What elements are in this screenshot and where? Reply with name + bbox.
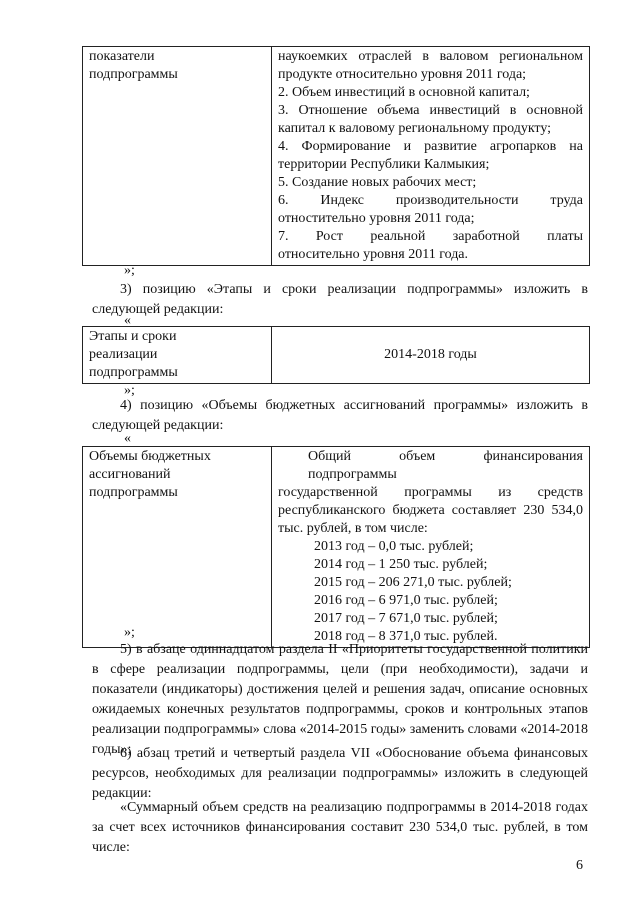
paragraph-summary: «Суммарный объем средств на реализацию подпрограммы в 2014-2018 годах за счет всех источников финансирования составит 230 534,0 тыс. рублей, в том числе:: [92, 800, 588, 855]
table-text-line: 6. Индекс производительности труда: [278, 193, 583, 208]
budget-content-cell: [272, 447, 590, 648]
year-funding-line: 2015 год – 206 271,0 тыс. рублей;: [314, 575, 512, 590]
paragraph-item-4: 4) позицию «Объемы бюджетных ассигнований программы» изложить в следующей редакции:: [92, 398, 588, 433]
table-label-line: показатели: [89, 49, 155, 64]
stages-value-cell: 2014-2018 годы: [272, 327, 590, 384]
paragraph-item-6: 6) абзац третий и четвертый раздела VII «Обоснование объема финансовых ресурсов, необходимых для реализации подпрограммы» изложить в следующей редакции:: [92, 746, 588, 801]
opening-quote: «: [124, 431, 131, 446]
table-text-line: относительно уровня 2011 года.: [278, 247, 469, 262]
table-text-line: тыс. рублей, в том числе:: [278, 521, 428, 536]
indicators-label-cell: [83, 47, 272, 266]
table-text-line: 5. Создание новых рабочих мест;: [278, 175, 477, 190]
closing-quote: »;: [124, 383, 135, 398]
table-label-line: реализации: [89, 347, 158, 362]
year-funding-line: 2013 год – 0,0 тыс. рублей;: [314, 539, 474, 554]
year-funding-line: 2017 год – 7 671,0 тыс. рублей;: [314, 611, 498, 626]
indicators-content-cell: [272, 47, 590, 266]
budget-label-cell: [83, 447, 272, 648]
year-funding-line: 2014 год – 1 250 тыс. рублей;: [314, 557, 488, 572]
table-text-line: Общий объем финансирования подпрограммы: [308, 449, 583, 482]
budget-table: [82, 446, 590, 648]
indicators-table: [82, 46, 590, 266]
closing-quote: »;: [124, 625, 135, 640]
table-text-line: наукоемких отраслей в валовом региональном: [278, 49, 583, 64]
table-text-line: 2. Объем инвестиций в основной капитал;: [278, 85, 530, 100]
table-label-line: подпрограммы: [89, 67, 178, 82]
table-label-line: Объемы бюджетных: [89, 449, 211, 464]
paragraph-item-5: 5) в абзаце одиннадцатом раздела II «Приоритеты государственной политики в сфере реализации подпрограммы, цели (при необходимости), задачи и показатели (индикаторы) достижения целей и решения задач, описание основных ожидаемых конечных результатов подпрограммы, сроков и контрольных этапов реализации подпрограммы» слова «2014-2015 годы» заменить словами «2014-2018 годы»;: [92, 642, 588, 757]
table-text-line: территории Республики Калмыкия;: [278, 157, 490, 172]
table-label-line: Этапы и сроки: [89, 329, 177, 344]
table-text-line: государственной программы из средств: [278, 485, 583, 500]
table-label-line: подпрограммы: [89, 365, 178, 380]
paragraph-item-3: 3) позицию «Этапы и сроки реализации подпрограммы» изложить в следующей редакции:: [92, 282, 588, 317]
closing-quote: »;: [124, 263, 135, 278]
opening-quote: «: [124, 313, 131, 328]
table-text-line: продукте относительно уровня 2011 года;: [278, 67, 527, 82]
table-label-line: ассигнований: [89, 467, 171, 482]
table-text-line: 7. Рост реальной заработной платы: [278, 229, 583, 244]
table-label-line: подпрограммы: [89, 485, 178, 500]
stages-label-cell: [83, 327, 272, 384]
table-text-line: капитал к валовому региональному продукту;: [278, 121, 552, 136]
year-funding-line: 2016 год – 6 971,0 тыс. рублей;: [314, 593, 498, 608]
table-text-line: отностительно уровня 2011 года;: [278, 211, 475, 226]
table-text-line: республиканского бюджета составляет 230 534,0: [278, 503, 583, 518]
stages-table: [82, 326, 590, 384]
page-number: 6: [576, 858, 583, 873]
table-text-line: 4. Формирование и развитие агропарков на: [278, 139, 583, 154]
table-text-line: 3. Отношение объема инвестиций в основной: [278, 103, 583, 118]
year-funding-line: 2018 год – 8 371,0 тыс. рублей.: [314, 629, 498, 644]
